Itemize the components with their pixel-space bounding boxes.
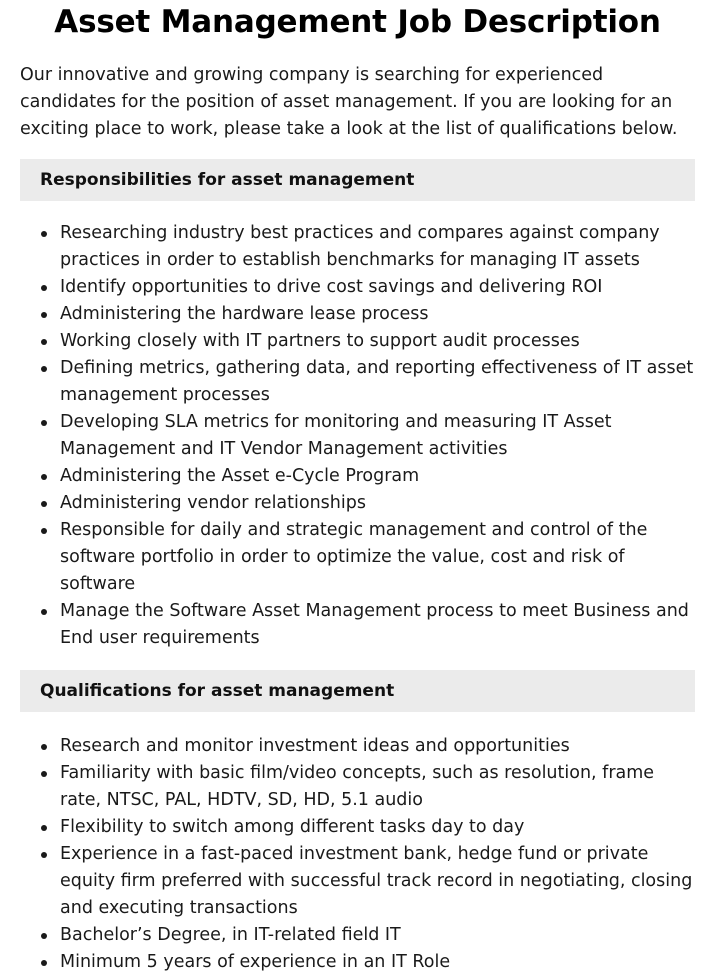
list-item-text: Identify opportunities to drive cost savings and delivering ROI bbox=[60, 277, 603, 297]
bullet-icon bbox=[41, 501, 47, 507]
list-item-text: Developing SLA metrics for monitoring and measuring IT Asset Management and IT Vendor Management activities bbox=[60, 412, 612, 459]
bullet-icon bbox=[41, 825, 47, 831]
list-item-text: Bachelor’s Degree, in IT-related field IT bbox=[60, 925, 401, 945]
bullet-icon bbox=[41, 960, 47, 966]
list-item-text: Defining metrics, gathering data, and reporting effectiveness of IT asset management processes bbox=[60, 358, 694, 405]
intro-paragraph: Our innovative and growing company is searching for experienced candidates for the position of asset management. If you are looking for an exciting place to work, please take a look at the list of qualifications below. bbox=[20, 65, 678, 139]
bullet-icon bbox=[41, 474, 47, 480]
list-item bbox=[20, 490, 695, 517]
list-item bbox=[20, 949, 695, 976]
qualifications-heading: Qualifications for asset management bbox=[20, 670, 695, 712]
responsibilities-heading: Responsibilities for asset management bbox=[20, 159, 695, 201]
list-item-text: Working closely with IT partners to support audit processes bbox=[60, 331, 580, 351]
list-item bbox=[20, 220, 695, 274]
list-item bbox=[20, 760, 695, 814]
bullet-icon bbox=[41, 366, 47, 372]
list-item-text: Research and monitor investment ideas and opportunities bbox=[60, 736, 570, 756]
list-item bbox=[20, 814, 695, 841]
list-item-text: Flexibility to switch among different tasks day to day bbox=[60, 817, 525, 837]
list-item bbox=[20, 733, 695, 760]
list-item bbox=[20, 328, 695, 355]
list-item bbox=[20, 922, 695, 949]
list-item-text: Administering the hardware lease process bbox=[60, 304, 429, 324]
bullet-icon bbox=[41, 339, 47, 345]
list-item-text: Responsible for daily and strategic management and control of the software portfolio in order to optimize the value, cost and risk of software bbox=[60, 520, 648, 594]
bullet-icon bbox=[41, 528, 47, 534]
bullet-icon bbox=[41, 231, 47, 237]
list-item bbox=[20, 463, 695, 490]
responsibilities-list bbox=[20, 220, 695, 652]
bullet-icon bbox=[41, 609, 47, 615]
bullet-icon bbox=[41, 852, 47, 858]
list-item-text: Experience in a fast-paced investment bank, hedge fund or private equity firm preferred with successful track record in negotiating, closing and executing transactions bbox=[60, 844, 693, 918]
bullet-icon bbox=[41, 285, 47, 291]
list-item-text: Researching industry best practices and compares against company practices in order to establish benchmarks for managing IT assets bbox=[60, 223, 660, 270]
list-item-text: Administering vendor relationships bbox=[60, 493, 366, 513]
list-item bbox=[20, 274, 695, 301]
bullet-icon bbox=[41, 744, 47, 750]
qualifications-list bbox=[20, 733, 695, 976]
bullet-icon bbox=[41, 771, 47, 777]
bullet-icon bbox=[41, 420, 47, 426]
list-item bbox=[20, 301, 695, 328]
list-item bbox=[20, 517, 695, 598]
list-item-text: Manage the Software Asset Management process to meet Business and End user requirements bbox=[60, 601, 689, 648]
page-title: Asset Management Job Description bbox=[54, 4, 661, 40]
list-item bbox=[20, 355, 695, 409]
list-item bbox=[20, 598, 695, 652]
list-item bbox=[20, 409, 695, 463]
list-item-text: Familiarity with basic film/video concepts, such as resolution, frame rate, NTSC, PAL, HDTV, SD, HD, 5.1 audio bbox=[60, 763, 655, 810]
bullet-icon bbox=[41, 312, 47, 318]
list-item bbox=[20, 841, 695, 922]
list-item-text: Minimum 5 years of experience in an IT Role bbox=[60, 952, 451, 972]
list-item-text: Administering the Asset e-Cycle Program bbox=[60, 466, 420, 486]
bullet-icon bbox=[41, 933, 47, 939]
